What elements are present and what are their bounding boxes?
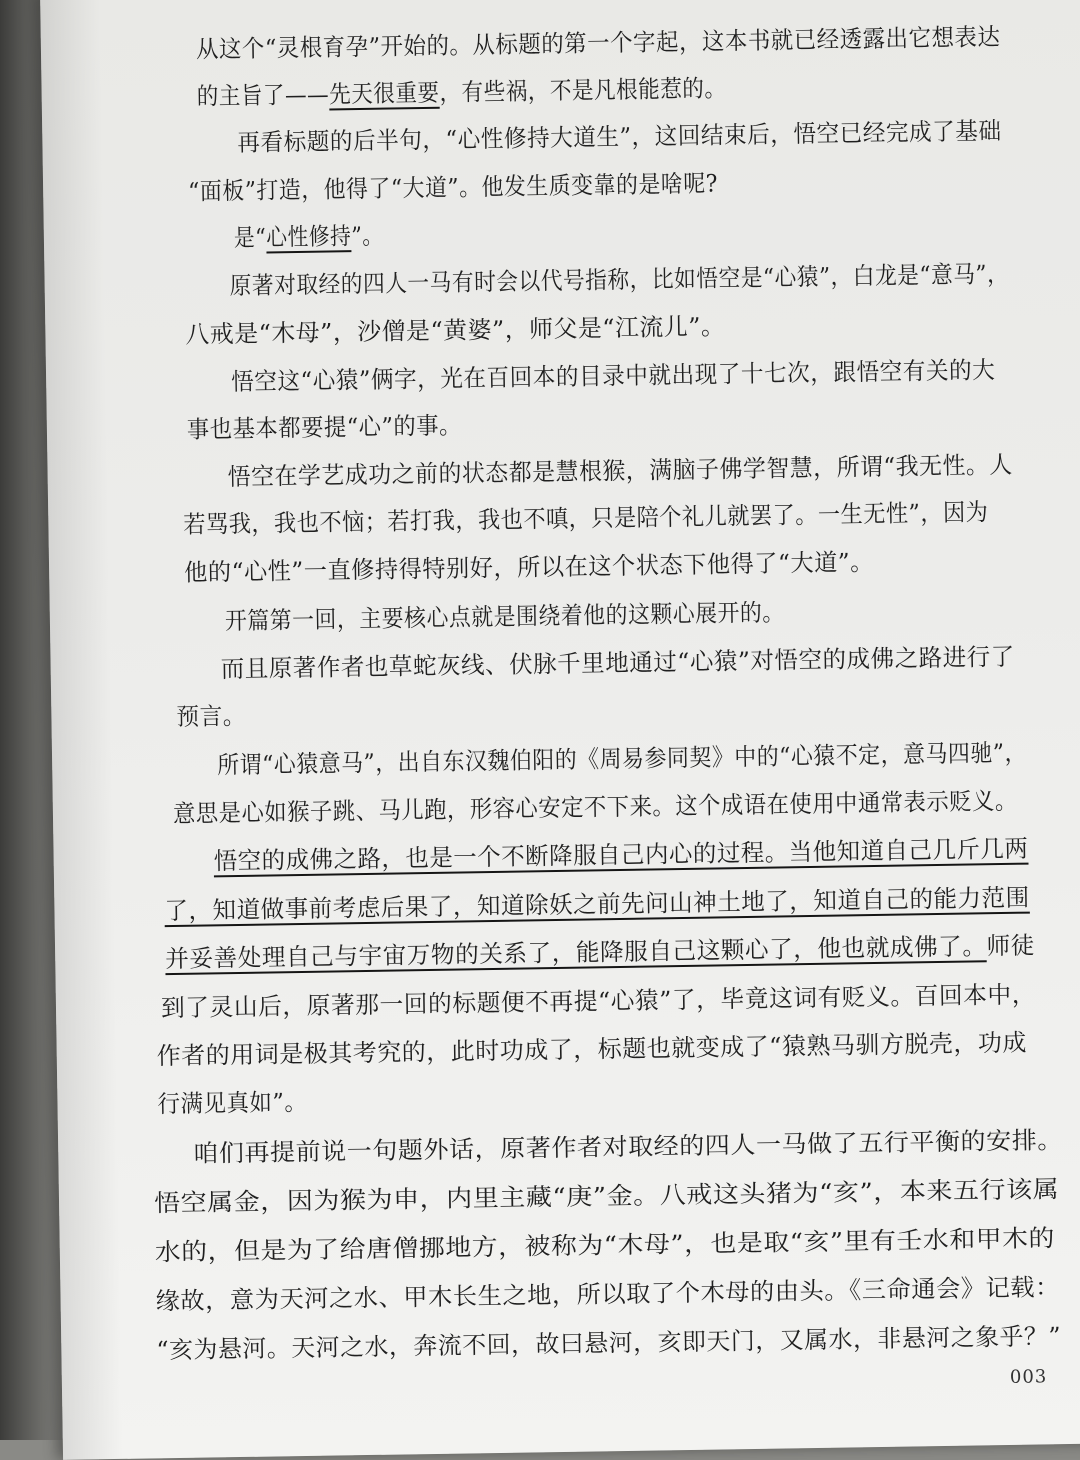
text-line [183,498,988,539]
text-line [161,980,1036,1022]
underlined-text: 先天很重要 [328,78,440,109]
text-line [225,598,785,635]
text-line [157,1088,307,1118]
text-line [184,548,874,587]
text-line [187,411,462,443]
text-segment: 师徒 [986,931,1036,961]
underlined-text: 悟空的成佛之路，也是一个不断降服自己内心的过程。当他知道自己几斤几两 [213,834,1029,876]
text-segment: 悟空这“心猿”俩字，光在百回本的目录中就出现了十七次，跟悟空有关的大 [230,356,996,397]
text-segment: 他的“心性”一直修持得特别好，所以在这个状态下他得了“大道”。 [183,547,875,587]
text-line [227,451,1012,491]
text-segment: 开篇第一回，主要核心点就是围绕着他的这颗心展开的。 [224,598,785,636]
text-line [155,1273,1060,1315]
book-page [40,0,1080,1460]
text-segment: 咱们再提前说一句题外话，原著作者对取经的四人一马做了五行平衡的安排。 [193,1126,1064,1168]
text-line [234,222,384,252]
text-line [165,931,1035,973]
text-segment: 行满见真如”。 [157,1087,308,1119]
text-line [220,643,1015,683]
text-segment: 若骂我，我也不恼；若打我，我也不嗔，只是陪个礼儿就罢了。一生无性”，因为 [183,498,989,539]
text-segment: “面板”打造，他得了“大道”。他发生质变靠的是啥呢? [187,169,719,206]
text-segment: 缘故，意为天河之水、甲木长生之地，所以取了个木母的由头。《三命通会》记载： [155,1273,1061,1316]
text-line [188,169,718,205]
text-segment: 事也基本都要提“心”的事。 [186,411,463,444]
text-segment: 意思是心如猴子跳、马儿跑，形容心安定不下来。这个成语在使用中通常表示贬义。 [172,786,1018,829]
text-segment: 悟空属金，因为猴为申，内里主藏“庚”金。八戒这头猪为“亥”，本来五行该属 [153,1175,1060,1218]
text-segment: 的主旨了—— [196,80,330,111]
text-segment: 预言。 [176,701,247,731]
text-line [154,1175,1060,1217]
text-line [193,1126,1063,1168]
text-line [185,312,725,348]
text-segment: 悟空在学艺成功之前的状态都是慧根猴，满脑子佛学智慧，所谓“我无性。人 [227,450,1013,492]
text-segment: ”。 [350,221,384,251]
underlined-text: 了，知道做事前考虑后果了，知道除妖之前先问山神土地了，知道自己的能力范围 [164,883,1030,926]
text-segment: 再看标题的后半句，“心性修持大道生”，这回结束后，悟空已经完成了基础 [237,116,1002,157]
text-line [217,739,1027,780]
text-line [155,1224,1056,1266]
page-text [40,0,1080,1450]
text-segment: 到了灵山后，原著那一回的标题便不再提“心猿”了，毕竟这词有贬义。百回本中， [160,980,1037,1023]
text-line [213,835,1028,876]
text-line [237,117,1002,157]
text-segment: 水的，但是为了给唐僧挪地方，被称为“木母”，也是取“亥”里有壬水和甲木的 [154,1224,1056,1267]
text-segment: 作者的用词是极其考究的，此时功成了，标题也就变成了“猿熟马驯方脱壳，功成 [156,1028,1028,1071]
text-line [229,260,1009,300]
text-segment: ，有些祸，不是凡根能惹的。 [439,74,727,107]
text-line [176,702,246,731]
text-segment: 而且原著作者也草蛇灰线、伏脉千里地通过“心猿”对悟空的成佛之路进行了 [220,642,1015,684]
text-line [231,356,996,396]
text-segment: 原著对取经的四人一马有时会以代号指称，比如悟空是“心猿”，白龙是“意马”， [229,259,1010,301]
underlined-text: 心性修持 [266,222,352,252]
text-segment: “亥为悬河。天河之水，奔流不回，故曰悬河，亥即天门，又属水，非悬河之象乎？” [156,1322,1062,1365]
text-line [156,1322,1061,1364]
text-line [196,23,1001,64]
text-segment: 所谓“心猿意马”，出自东汉魏伯阳的《周易参同契》中的“心猿不定，意马四驰”， [216,738,1028,780]
text-line [164,884,1030,926]
text-line [157,1029,1028,1071]
text-line [196,74,726,110]
text-segment: 是“ [233,223,267,252]
text-line [173,787,1018,828]
text-segment: 八戒是“木母”，沙僧是“黄婆”，师父是“江流儿”。 [185,312,726,349]
text-segment: 从这个“灵根育孕”开始的。从标题的第一个字起，这本书就已经透露出它想表达 [195,22,1001,64]
underlined-text: 并妥善处理自己与宇宙万物的关系了，能降服自己这颗心了，他也就成佛了。 [165,932,987,974]
page-number: 003 [1009,1366,1048,1388]
